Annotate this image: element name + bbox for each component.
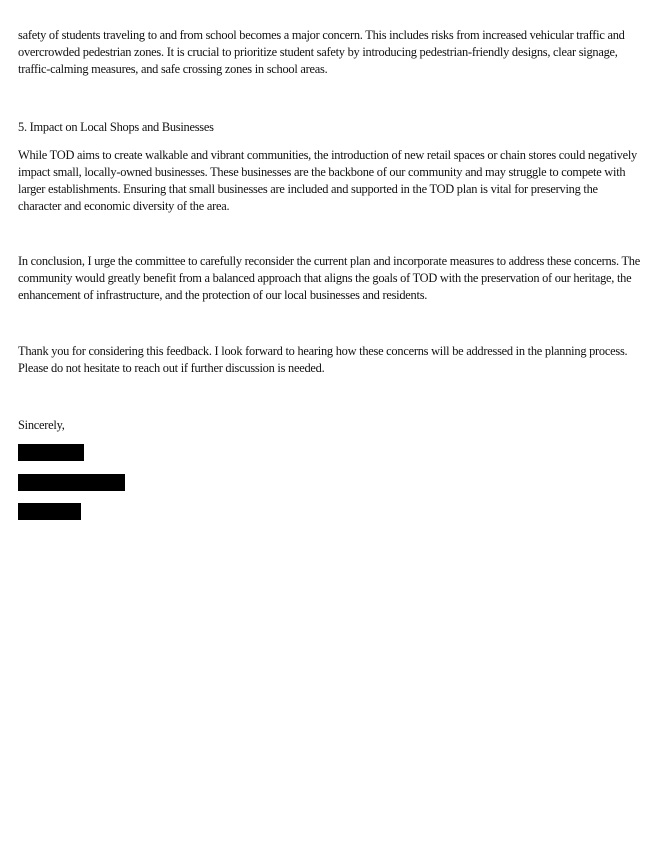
section-heading-local-shops: 5. Impact on Local Shops and Businesses [18, 120, 214, 134]
redacted-signature-contact [18, 503, 81, 520]
paragraph-local-shops: While TOD aims to create walkable and vibrant communities, the introduction of new retail spaces or chain stores could negatively impact small, locally-owned businesses. These businesses are the backbone of our community and may struggle to compete with larger establishments. Ensuring that small businesses are included and supported in the TOD plan is vital for preserving the character and economic diversity of the area. [18, 148, 637, 213]
paragraph-conclusion: In conclusion, I urge the committee to carefully reconsider the current plan and incorporate measures to address these concerns. The community would greatly benefit from a balanced approach that aligns the goals of TOD with the preservation of our heritage, the enhancement of infrastructure, and the protection of our local businesses and residents. [18, 254, 640, 302]
paragraph-thanks: Thank you for considering this feedback. I look forward to hearing how these concerns will be addressed in the planning process. Please do not hesitate to reach out if further discussion is needed. [18, 344, 628, 375]
redacted-signature-title [18, 474, 125, 491]
redacted-signature-name [18, 444, 84, 461]
paragraph-student-safety: safety of students traveling to and from school becomes a major concern. This includes risks from increased vehicular traffic and overcrowded pedestrian zones. It is crucial to prioritize student safety by introducing pedestrian-friendly designs, clear signage, traffic-calming measures, and safe crossing zones in school areas. [18, 28, 625, 76]
closing-salutation: Sincerely, [18, 418, 65, 432]
